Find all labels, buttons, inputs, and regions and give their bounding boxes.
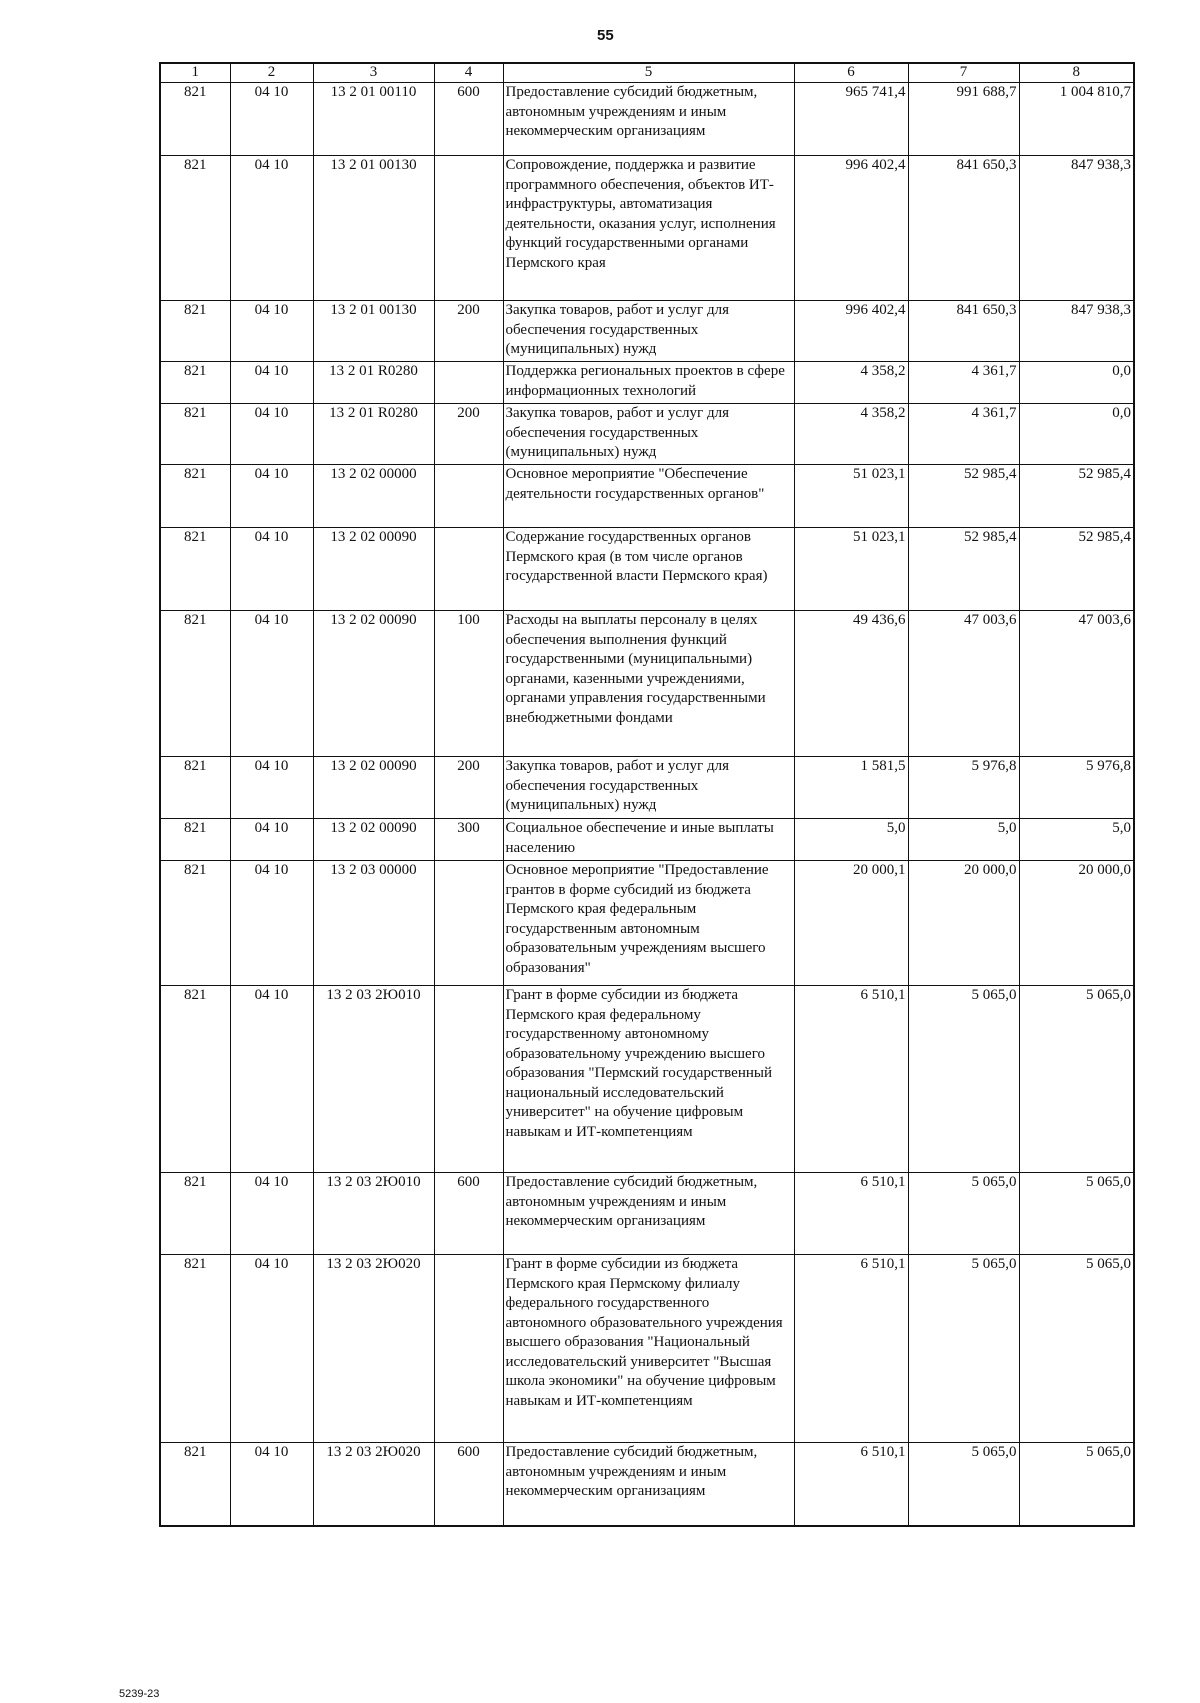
cell-section: 04 10 xyxy=(230,1255,313,1443)
cell-amount-col7: 5,0 xyxy=(908,819,1019,861)
table-row xyxy=(160,611,1134,757)
cell-ministry: 821 xyxy=(160,404,230,465)
cell-amount-col8: 0,0 xyxy=(1019,362,1134,404)
cell-section: 04 10 xyxy=(230,861,313,986)
cell-target-article: 13 2 03 2Ю010 xyxy=(313,986,434,1173)
cell-section: 04 10 xyxy=(230,156,313,301)
cell-amount-col7: 4 361,7 xyxy=(908,404,1019,465)
cell-amount-col6: 51 023,1 xyxy=(794,465,908,528)
table-row xyxy=(160,156,1134,301)
cell-description: Социальное обеспечение и иные выплаты населению xyxy=(503,819,794,861)
cell-target-article: 13 2 01 R0280 xyxy=(313,404,434,465)
cell-section: 04 10 xyxy=(230,1173,313,1255)
table-row xyxy=(160,1443,1134,1526)
cell-target-article: 13 2 01 00110 xyxy=(313,83,434,156)
cell-amount-col7: 52 985,4 xyxy=(908,528,1019,611)
table-row xyxy=(160,83,1134,156)
cell-ministry: 821 xyxy=(160,861,230,986)
cell-ministry: 821 xyxy=(160,528,230,611)
header-col-4: 4 xyxy=(434,63,503,83)
cell-expense-type xyxy=(434,465,503,528)
cell-amount-col7: 5 976,8 xyxy=(908,757,1019,819)
table-row xyxy=(160,528,1134,611)
table-row xyxy=(160,301,1134,362)
cell-section: 04 10 xyxy=(230,611,313,757)
cell-amount-col7: 841 650,3 xyxy=(908,156,1019,301)
cell-expense-type xyxy=(434,861,503,986)
cell-ministry: 821 xyxy=(160,1255,230,1443)
table-row xyxy=(160,1255,1134,1443)
cell-section: 04 10 xyxy=(230,83,313,156)
header-col-5: 5 xyxy=(503,63,794,83)
cell-target-article: 13 2 02 00090 xyxy=(313,819,434,861)
cell-section: 04 10 xyxy=(230,404,313,465)
cell-target-article: 13 2 03 2Ю010 xyxy=(313,1173,434,1255)
cell-amount-col7: 5 065,0 xyxy=(908,986,1019,1173)
cell-amount-col6: 51 023,1 xyxy=(794,528,908,611)
cell-description: Сопровождение, поддержка и развитие программного обеспечения, объектов ИТ-инфраструктуры, автоматизация деятельности, оказания услуг, исполнения функций государственными органами Пермского края xyxy=(503,156,794,301)
table-row xyxy=(160,819,1134,861)
cell-target-article: 13 2 02 00090 xyxy=(313,528,434,611)
cell-description: Грант в форме субсидии из бюджета Пермского края Пермскому филиалу федерального государственного автономного образовательного учреждения высшего образования "Национальный исследовательский университет "Высшая школа экономики" на обучение цифровым навыкам и ИТ-компетенциям xyxy=(503,1255,794,1443)
cell-expense-type xyxy=(434,1255,503,1443)
cell-amount-col6: 6 510,1 xyxy=(794,986,908,1173)
cell-description: Поддержка региональных проектов в сфере информационных технологий xyxy=(503,362,794,404)
cell-amount-col7: 5 065,0 xyxy=(908,1443,1019,1526)
header-col-8: 8 xyxy=(1019,63,1134,83)
cell-amount-col8: 52 985,4 xyxy=(1019,465,1134,528)
cell-expense-type xyxy=(434,362,503,404)
cell-amount-col6: 6 510,1 xyxy=(794,1255,908,1443)
cell-amount-col8: 5 065,0 xyxy=(1019,1173,1134,1255)
cell-amount-col6: 20 000,1 xyxy=(794,861,908,986)
header-col-6: 6 xyxy=(794,63,908,83)
cell-amount-col6: 996 402,4 xyxy=(794,156,908,301)
cell-amount-col6: 4 358,2 xyxy=(794,404,908,465)
cell-expense-type: 600 xyxy=(434,1443,503,1526)
cell-amount-col8: 0,0 xyxy=(1019,404,1134,465)
cell-amount-col6: 6 510,1 xyxy=(794,1173,908,1255)
table-row xyxy=(160,861,1134,986)
cell-description: Основное мероприятие "Обеспечение деятельности государственных органов" xyxy=(503,465,794,528)
cell-amount-col8: 5 065,0 xyxy=(1019,1443,1134,1526)
cell-amount-col7: 47 003,6 xyxy=(908,611,1019,757)
cell-ministry: 821 xyxy=(160,465,230,528)
table-row xyxy=(160,404,1134,465)
cell-amount-col8: 1 004 810,7 xyxy=(1019,83,1134,156)
cell-description: Расходы на выплаты персоналу в целях обеспечения выполнения функций государственными (муниципальными) органами, казенными учреждениями, органами управления государственными внебюджетными фондами xyxy=(503,611,794,757)
cell-amount-col6: 965 741,4 xyxy=(794,83,908,156)
table-row xyxy=(160,465,1134,528)
cell-section: 04 10 xyxy=(230,819,313,861)
cell-amount-col8: 5,0 xyxy=(1019,819,1134,861)
cell-target-article: 13 2 01 R0280 xyxy=(313,362,434,404)
cell-ministry: 821 xyxy=(160,757,230,819)
cell-amount-col8: 20 000,0 xyxy=(1019,861,1134,986)
cell-amount-col8: 5 065,0 xyxy=(1019,986,1134,1173)
page-number: 55 xyxy=(597,27,614,44)
cell-expense-type: 600 xyxy=(434,83,503,156)
cell-amount-col7: 991 688,7 xyxy=(908,83,1019,156)
cell-expense-type: 200 xyxy=(434,757,503,819)
cell-section: 04 10 xyxy=(230,986,313,1173)
budget-table-wrapper xyxy=(159,62,1133,1527)
cell-ministry: 821 xyxy=(160,611,230,757)
cell-description: Предоставление субсидий бюджетным, автономным учреждениям и иным некоммерческим организациям xyxy=(503,83,794,156)
cell-expense-type xyxy=(434,986,503,1173)
cell-description: Содержание государственных органов Пермского края (в том числе органов государственной власти Пермского края) xyxy=(503,528,794,611)
cell-target-article: 13 2 02 00090 xyxy=(313,611,434,757)
cell-section: 04 10 xyxy=(230,757,313,819)
table-row xyxy=(160,757,1134,819)
cell-amount-col8: 847 938,3 xyxy=(1019,156,1134,301)
budget-table xyxy=(159,62,1135,1527)
cell-amount-col8: 5 065,0 xyxy=(1019,1255,1134,1443)
header-col-1: 1 xyxy=(160,63,230,83)
cell-amount-col8: 47 003,6 xyxy=(1019,611,1134,757)
cell-amount-col8: 5 976,8 xyxy=(1019,757,1134,819)
cell-amount-col7: 52 985,4 xyxy=(908,465,1019,528)
cell-target-article: 13 2 03 00000 xyxy=(313,861,434,986)
cell-expense-type: 200 xyxy=(434,301,503,362)
header-row xyxy=(160,63,1134,83)
cell-section: 04 10 xyxy=(230,301,313,362)
document-code: 5239-23 xyxy=(119,1688,160,1700)
cell-ministry: 821 xyxy=(160,1443,230,1526)
cell-ministry: 821 xyxy=(160,1173,230,1255)
cell-amount-col6: 49 436,6 xyxy=(794,611,908,757)
cell-amount-col6: 5,0 xyxy=(794,819,908,861)
cell-amount-col6: 6 510,1 xyxy=(794,1443,908,1526)
cell-amount-col7: 5 065,0 xyxy=(908,1173,1019,1255)
table-row xyxy=(160,986,1134,1173)
table-row xyxy=(160,362,1134,404)
cell-ministry: 821 xyxy=(160,301,230,362)
cell-expense-type: 100 xyxy=(434,611,503,757)
cell-target-article: 13 2 02 00090 xyxy=(313,757,434,819)
cell-amount-col7: 841 650,3 xyxy=(908,301,1019,362)
cell-description: Грант в форме субсидии из бюджета Пермского края федеральному государственному автономному образовательному учреждению высшего образования "Пермский государственный национальный исследовательский университет" на обучение цифровым навыкам и ИТ-компетенциям xyxy=(503,986,794,1173)
cell-ministry: 821 xyxy=(160,362,230,404)
cell-description: Предоставление субсидий бюджетным, автономным учреждениям и иным некоммерческим организациям xyxy=(503,1173,794,1255)
cell-target-article: 13 2 02 00000 xyxy=(313,465,434,528)
header-col-7: 7 xyxy=(908,63,1019,83)
cell-description: Основное мероприятие "Предоставление грантов в форме субсидий из бюджета Пермского края федеральным государственным автономным образовательным учреждениям высшего образования" xyxy=(503,861,794,986)
cell-ministry: 821 xyxy=(160,156,230,301)
cell-ministry: 821 xyxy=(160,819,230,861)
cell-description: Закупка товаров, работ и услуг для обеспечения государственных (муниципальных) нужд xyxy=(503,301,794,362)
cell-section: 04 10 xyxy=(230,528,313,611)
cell-amount-col6: 1 581,5 xyxy=(794,757,908,819)
cell-expense-type xyxy=(434,156,503,301)
cell-amount-col6: 996 402,4 xyxy=(794,301,908,362)
cell-expense-type: 300 xyxy=(434,819,503,861)
cell-section: 04 10 xyxy=(230,465,313,528)
cell-ministry: 821 xyxy=(160,83,230,156)
cell-amount-col8: 52 985,4 xyxy=(1019,528,1134,611)
cell-expense-type: 200 xyxy=(434,404,503,465)
cell-amount-col6: 4 358,2 xyxy=(794,362,908,404)
table-row xyxy=(160,1173,1134,1255)
cell-description: Закупка товаров, работ и услуг для обеспечения государственных (муниципальных) нужд xyxy=(503,404,794,465)
cell-expense-type: 600 xyxy=(434,1173,503,1255)
cell-description: Закупка товаров, работ и услуг для обеспечения государственных (муниципальных) нужд xyxy=(503,757,794,819)
header-col-3: 3 xyxy=(313,63,434,83)
cell-target-article: 13 2 03 2Ю020 xyxy=(313,1255,434,1443)
cell-target-article: 13 2 03 2Ю020 xyxy=(313,1443,434,1526)
header-col-2: 2 xyxy=(230,63,313,83)
cell-amount-col7: 4 361,7 xyxy=(908,362,1019,404)
cell-amount-col7: 5 065,0 xyxy=(908,1255,1019,1443)
cell-section: 04 10 xyxy=(230,1443,313,1526)
cell-description: Предоставление субсидий бюджетным, автономным учреждениям и иным некоммерческим организациям xyxy=(503,1443,794,1526)
cell-amount-col7: 20 000,0 xyxy=(908,861,1019,986)
cell-section: 04 10 xyxy=(230,362,313,404)
cell-amount-col8: 847 938,3 xyxy=(1019,301,1134,362)
cell-expense-type xyxy=(434,528,503,611)
cell-target-article: 13 2 01 00130 xyxy=(313,156,434,301)
cell-target-article: 13 2 01 00130 xyxy=(313,301,434,362)
cell-ministry: 821 xyxy=(160,986,230,1173)
